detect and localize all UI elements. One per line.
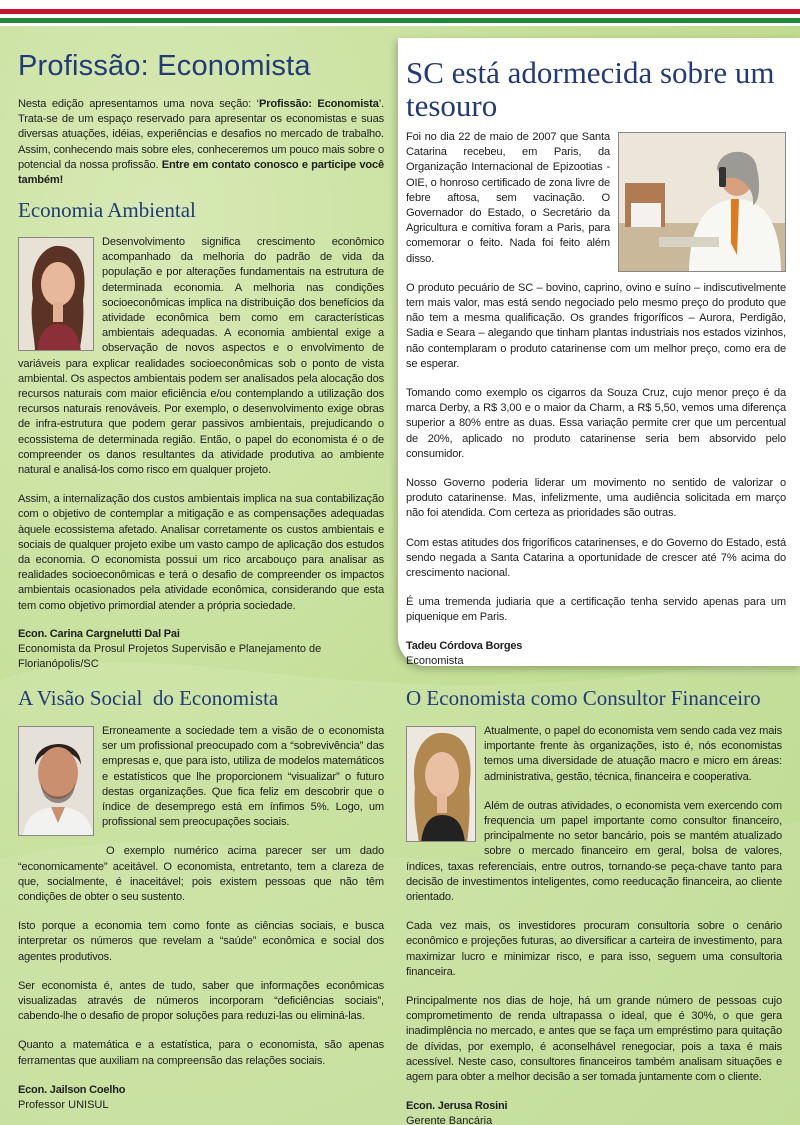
consultor-signature: Econ. Jerusa Rosini Gerente Bancária [406, 1100, 508, 1125]
sc-title: SC está adormecida sobre um tesouro [406, 55, 775, 123]
ambiental-title: Economia Ambiental [18, 198, 196, 222]
consultor-section [406, 686, 782, 1125]
social-body: Erroneamente a sociedade tem a visão de o economista ser um profissional preocupado com a “sobrevivência” das empresas e, que para isto, utiliza de modelos matemáticos e estatísticos que lhe proporcionem “visualizar” o futuro destas organizações. Que fica feliz em descobrir que o índice de desemprego está em ínfimos 5%. Logo, um profissional sem preocupações sociais. O exemplo numérico acima parecer ser um dado “economicamente” aceitável. O economista, entretanto, tem a clareza de que, socialmente, é inaceitável; pois existem pessoas que não têm condições de obter o seu sustento. Isto porque a economia tem como fonte as ciências sociais, e busca interpretar os números que revelam a “saúde” econômica e social dos agentes produtivos. Ser economista é, antes de tudo, saber que informações econômicas visualizadas através de números incorporam “deficiências sociais”, cabendo-lhe o desafio de propor soluções para reduzi-las ou eliminá-las. Quanto a matemática e a estatística, para o economista, são apenas ferramentas que auxiliam na compreensão das relações sociais. [18, 725, 384, 1067]
top-stripe-white [0, 0, 800, 9]
sc-section [406, 56, 786, 669]
intro-section [18, 50, 384, 188]
social-title: A Visão Social do Economista [18, 686, 279, 710]
jerusa-photo [406, 726, 476, 842]
ambiental-signature: Econ. Carina Cargnelutti Dal Pai Economista da Prosul Projetos Supervisão e Planejamento de Florianópolis/SC [18, 627, 322, 670]
ambiental-body: Desenvolvimento significa crescimento econômico acompanhado da melhoria do padrão de vida da população e por alterações fundamentais na estrutura de determinada economia. A melhoria nas condições socioeconômicas implica na distribuição dos benefícios da atividade econômica bem como em características ambientais adequadas. A economia ambiental exige a observação de novos aspectos e o envolvimento de variáveis para explicar realidades socioeconômicas sob o ponto de vista ambiental. Os aspectos ambientais podem ser analisados pela alocação dos recursos naturais com maior eficiência e/ou contemplando a utilização dos recursos naturais renováveis. Por exemplo, o desenvolvimento exige obras de infra-estrutura que podem gerar passivos ambientais, prejudicando o ecossistema de determinada região. Então, o papel do economista é o de compreender os danos resultantes da atividade produtiva ao ambiente natural e analisá-los como risco em qualquer projeto. Assim, a internalização dos custos ambientais implica na sua contabilização com o objetivo de contemplar a mitigação e as compensações adequadas àquele ecossistema afetado. Analisar corretamente os custos ambientais e sociais de qualquer projeto exibe um vasto campo de aplicação dos estudos da economia. O economista possui um rico arcabouço para analisar as realidades socioeconômicas e terá o desafio de compreender os impactos ambientais ocasionados pela atividade econômica, considerando que esta tem como objetivo primordial atender a própria sociedade. [18, 236, 384, 612]
sc-body: Foi no dia 22 de maio de 2007 que Santa Catarina recebeu, em Paris, da Organização Internacional de Epizootias - OIE, o honroso certificado de zona livre de febre aftosa, sem vacinação. O Governador do Estado, o Secretário da Agricultura e comitiva foram a Paris, para comemorar o feito. Nada foi feito além disso. O produto pecuário de SC – bovino, caprino, ovino e suíno – indiscutivelmente tem mais valor, mas está sendo negociado pelo mesmo preço do produto que não tem a mesma qualificação. Os grandes frigoríficos – Aurora, Perdigão, Sadia e Seara – alegando que tinham plantas industriais nos estados vizinhos, não contemplaram o produto catarinense com um melhor preço, como era de se esperar. Tomando como exemplo os cigarros da Souza Cruz, cujo menor preço é da marca Derby, a R$ 3,00 e o maior da Charm, a R$ 5,50, vemos uma diferença superior a 80% entre as duas. Essa variação permite crer que um percentual de 20%, aplicado no produto catarinense seria bem absorvido pelo consumidor. Nosso Governo poderia liderar um movimento no sentido de valorizar o produto catarinense. Mas, infelizmente, uma audiência solicitada em março não foi atendida. Com certeza as prioridades são outras. Com estas atitudes dos frigoríficos catarinenses, e do Governo do Estado, está sendo negada a Santa Catarina a oportunidade de crescer até 7% acima do crescimento nacional. É uma tremenda judiaria que a certificação tenha servido apenas para um piquenique em Paris. [406, 131, 786, 624]
tadeu-photo [618, 132, 786, 272]
intro-text: Nesta edição apresentamos uma nova seção: ‘Profissão: Economista’. Trata-se de um espaço reservado para apresentar os economistas e suas diversas atuações, idéias, experiências e desafios no mercado de trabalho. Assim, conhecendo mais sobre eles, conheceremos um pouco mais sobre o potencial da nossa profissão. Entre em contato conosco e participe você também! [18, 98, 385, 187]
top-stripe-white-3 [0, 23, 800, 26]
consultor-title: O Economista como Consultor Financeiro [406, 686, 761, 710]
jailson-photo [18, 726, 94, 836]
carina-photo [18, 237, 94, 351]
sc-signature: Tadeu Córdova Borges Economista [406, 639, 523, 667]
intro-cta: Entre em contato conosco e participe você também! [18, 158, 385, 187]
page-title: Profissão: Economista [18, 50, 311, 82]
social-signature: Econ. Jailson Coelho Professor UNISUL [18, 1083, 126, 1111]
consultor-body: Atualmente, o papel do economista vem sendo cada vez mais importante frente às organizações, isto é, nós economistas temos uma diversidade de atuação macro e micro em áreas: administrativa, gestão, técnica, financeira e cooperativa. Além de outras atividades, o economista vem exercendo com frequencia um papel importante como consultor financeiro, principalmente no setor bancário, pois se mantém atualizado sobre o mercado financeiro em geral, bolsa de valores, índices, taxas referenciais, entre outros, tornando-se peça-chave tanto para decisão de investimentos inteligentes, como reeducação financeira, ao cliente orientado. Cada vez mais, os investidores procuram consultoria sobre o cenário econômico e projeções futuras, ao diversificar a carteira de investimento, para maximizar lucro e minimizar risco, e para isso, seguem uma consultoria financeira. Principalmente nos dias de hoje, há um grande número de pessoas cujo comprometimento de renda ultrapassa o ideal, que é 30%, o que gera inadimplência no mercado, e antes que se faça um empréstimo para quitação de dívidas, por exemplo, é aconselhável renegociar, pois a taxa é mais acessível. Neste caso, consultores financeiros também analisam situações e agem para obter a melhor decisão a ser tomada juntamente com o cliente. [406, 725, 782, 1084]
ambiental-section [18, 198, 384, 672]
social-section [18, 686, 384, 1113]
